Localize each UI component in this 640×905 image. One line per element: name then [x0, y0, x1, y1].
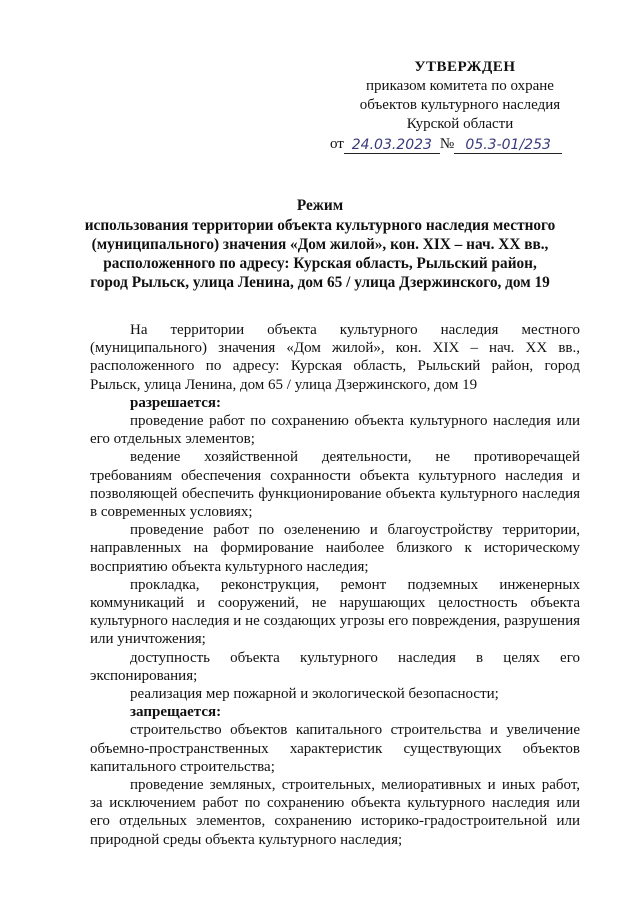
forbidden-item: проведение земляных, строительных, мелиоративных и иных работ, за исключением работ по сохранению объекта культурного наследия или его отдельных элементов, сохранению историко-градостроительной или природной среды объекта культурного наследия; — [90, 777, 580, 848]
document-body — [90, 321, 580, 849]
allowed-item: реализация мер пожарной и экологической безопасности; — [130, 686, 499, 703]
approval-date-line — [330, 135, 590, 154]
allowed-item: прокладка, реконструкция, ремонт подземных инженерных коммуникаций и сооружений, не нарушающих целостность объекта культурного наследия и не создающих угрозы его повреждения, разрушения или уничтожения; — [90, 576, 580, 648]
approval-line: Курской области — [406, 116, 514, 132]
allowed-item: проведение работ по сохранению объекта культурного наследия или его отдельных элементов; — [90, 413, 580, 448]
heading-line: (муниципального) значения «Дом жилой», кон. XIX – нач. XX вв., — [91, 236, 549, 253]
allowed-label: разрешается: — [130, 394, 222, 411]
approval-title: УТВЕРЖДЕН — [414, 59, 516, 75]
number-label: № — [439, 136, 455, 152]
intro-paragraph: На территории объекта культурного наследия местного (муниципального) значения «Дом жилой», кон. XIX – нач. XX вв., расположенного по адресу: Курская область, Рыльский район, город Рыльск, улица Ленина, дом 65 / улица Дзержинского, дом 19 — [90, 322, 580, 393]
handwritten-number: 05.3-01/253 — [454, 138, 562, 154]
allowed-item: доступность объекта культурного наследия в целях его экспонирования; — [90, 649, 580, 684]
heading-line: использования территории объекта культурного наследия местного — [84, 217, 556, 234]
heading-line: город Рыльск, улица Ленина, дом 65 / улица Дзержинского, дом 19 — [90, 274, 550, 291]
forbidden-label: запрещается: — [130, 704, 222, 721]
allowed-item: ведение хозяйственной деятельности, не противоречащей требованиям обеспечения сохранности объекта культурного наследия и позволяющей обеспечить функционирование объекта культурного наследия в современных условиях; — [90, 449, 580, 521]
from-label: от — [330, 136, 344, 152]
allowed-item: проведение работ по озеленению и благоустройству территории, направленных на формирование наиболее близкого к историческому восприятию объекта культурного наследия; — [90, 522, 580, 575]
approval-block — [330, 58, 590, 154]
forbidden-item: строительство объектов капитального строительства и увеличение объемно-пространственных характеристик существующих объектов капитального строительства; — [90, 722, 580, 775]
heading-line: расположенного по адресу: Курская область, Рыльский район, — [103, 255, 537, 272]
handwritten-date: 24.03.2023 — [344, 138, 440, 154]
document-heading — [60, 196, 580, 292]
approval-line: приказом комитета по охране — [366, 78, 554, 94]
heading-title: Режим — [296, 197, 344, 214]
approval-line: объектов культурного наследия — [359, 97, 561, 113]
